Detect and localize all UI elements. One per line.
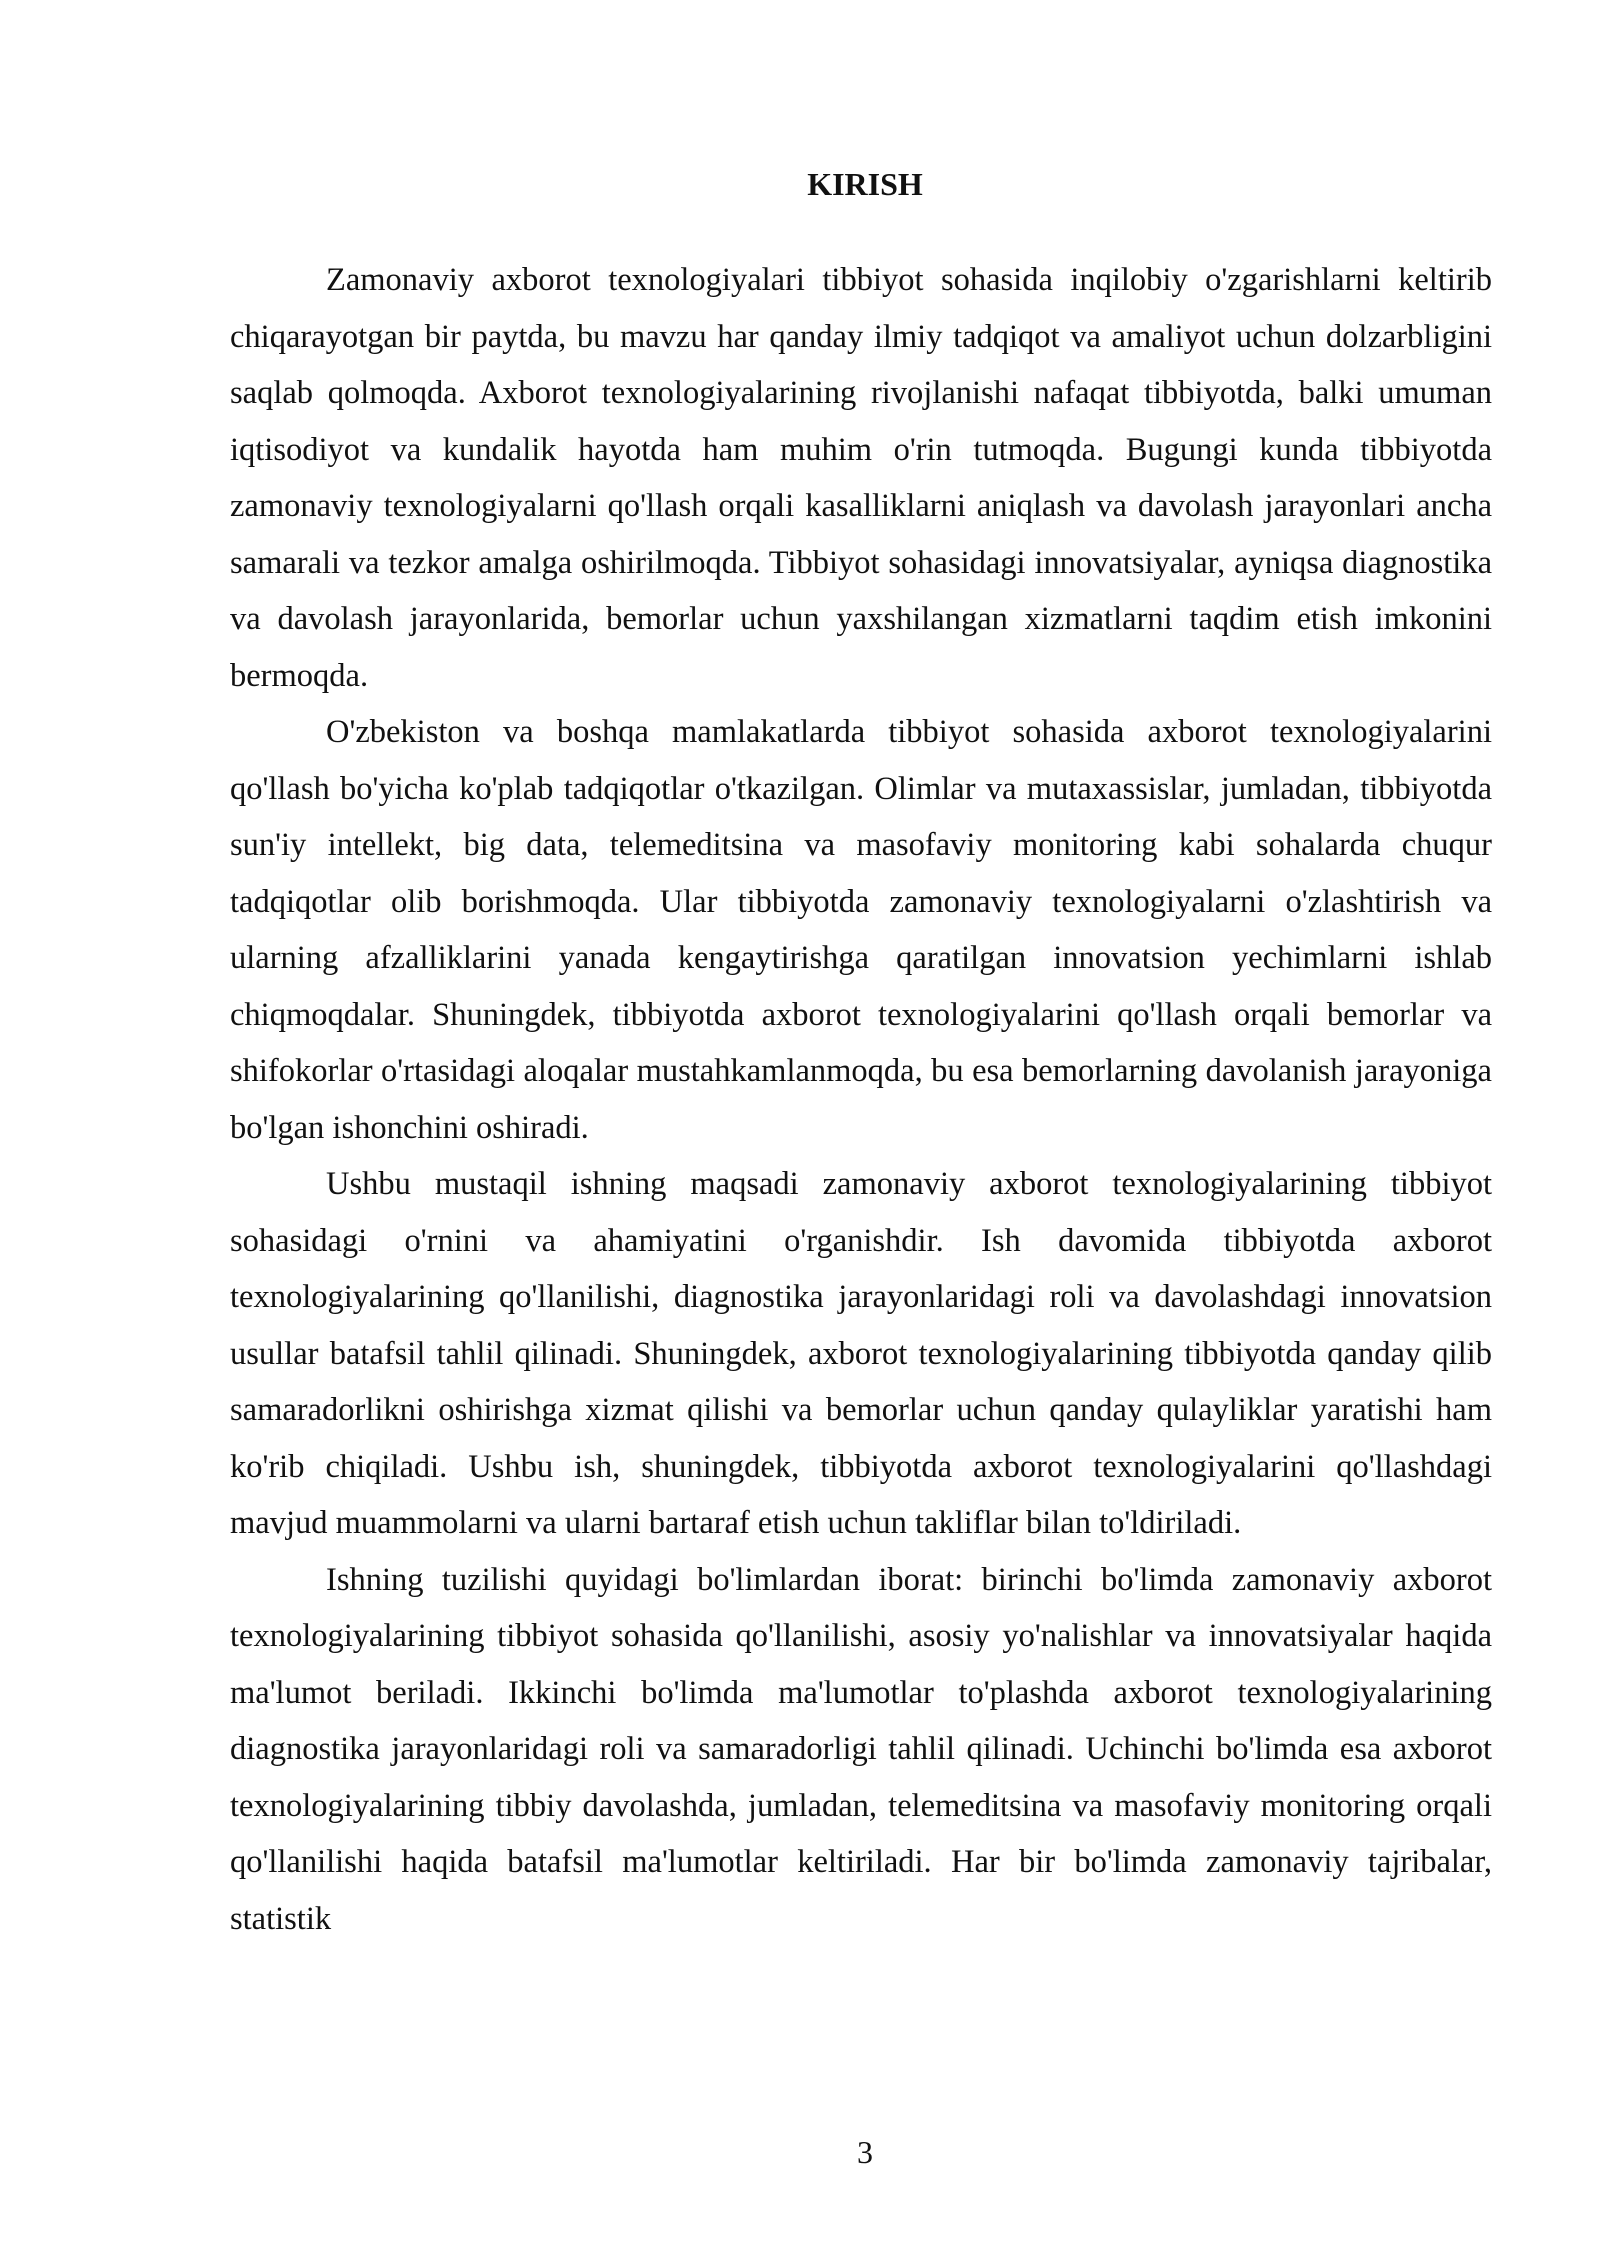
paragraph-3: Ushbu mustaqil ishning maqsadi zamonaviy axborot texnologiyalarining tibbiyot sohasidagi o'rnini va ahamiyatini o'rganishdir. Ish davomida tibbiyotda axborot texnologiyalarining qo'llanilishi, diagnostika jarayonlaridagi roli va davolashdagi innovatsion usullar batafsil tahlil qilinadi. Shuningdek, axborot texnologiyalarining tibbiyotda qanday qilib samaradorlikni oshirishga xizmat qilishi va bemorlar uchun qanday qulayliklar yaratishi ham ko'rib chiqiladi. Ushbu ish, shuningdek, tibbiyotda axborot texnologiyalarini qo'llashdagi mavjud muammolarni va ularni bartaraf etish uchun takliflar bilan to'ldiriladi. (230, 1166, 1492, 1541)
paragraph-4: Ishning tuzilishi quyidagi bo'limlardan iborat: birinchi bo'limda zamonaviy axborot texnologiyalarining tibbiyot sohasida qo'llanilishi, asosiy yo'nalishlar va innovatsiyalar haqida ma'lumot beriladi. Ikkinchi bo'limda ma'lumotlar to'plashda axborot texnologiyalarining diagnostika jarayonlaridagi roli va samaradorligi tahlil qilinadi. Uchinchi bo'limda esa axborot texnologiyalarining tibbiy davolashda, jumladan, telemeditsina va masofaviy monitoring orqali qo'llanilishi haqida batafsil ma'lumotlar keltiriladi. Har bir bo'limda zamonaviy tajribalar, statistik (230, 1561, 1492, 1937)
paragraph-1: Zamonaviy axborot texnologiyalari tibbiyot sohasida inqilobiy o'zgarishlarni keltirib chiqarayotgan bir paytda, bu mavzu har qanday ilmiy tadqiqot va amaliyot uchun dolzarbligini saqlab qolmoqda. Axborot texnologiyalarining rivojlanishi nafaqat tibbiyotda, balki umuman iqtisodiyot va kundalik hayotda ham muhim o'rin tutmoqda. Bugungi kunda tibbiyotda zamonaviy texnologiyalarni qo'llash orqali kasalliklarni aniqlash va davolash jarayonlari ancha samarali va tezkor amalga oshirilmoqda. Tibbiyot sohasidagi innovatsiyalar, ayniqsa diagnostika va davolash jarayonlarida, bemorlar uchun yaxshilangan xizmatlarni taqdim etish imkonini bermoqda. (230, 262, 1492, 694)
body-text (230, 252, 1492, 1947)
paragraph-2: O'zbekiston va boshqa mamlakatlarda tibbiyot sohasida axborot texnologiyalarini qo'llash bo'yicha ko'plab tadqiqotlar o'tkazilgan. Olimlar va mutaxassislar, jumladan, tibbiyotda sun'iy intellekt, big data, telemeditsina va masofaviy monitoring kabi sohalarda chuqur tadqiqotlar olib borishmoqda. Ular tibbiyotda zamonaviy texnologiyalarni o'zlashtirish va ularning afzalliklarini yanada kengaytirishga qaratilgan innovatsion yechimlarni ishlab chiqmoqdalar. Shuningdek, tibbiyotda axborot texnologiyalarini qo'llash orqali bemorlar va shifokorlar o'rtasidagi aloqalar mustahkamlanmoqda, bu esa bemorlarning davolanish jarayoniga bo'lgan ishonchini oshiradi. (230, 714, 1492, 1146)
page-title: KIRISH (807, 166, 923, 202)
page-number: 3 (857, 2134, 873, 2170)
